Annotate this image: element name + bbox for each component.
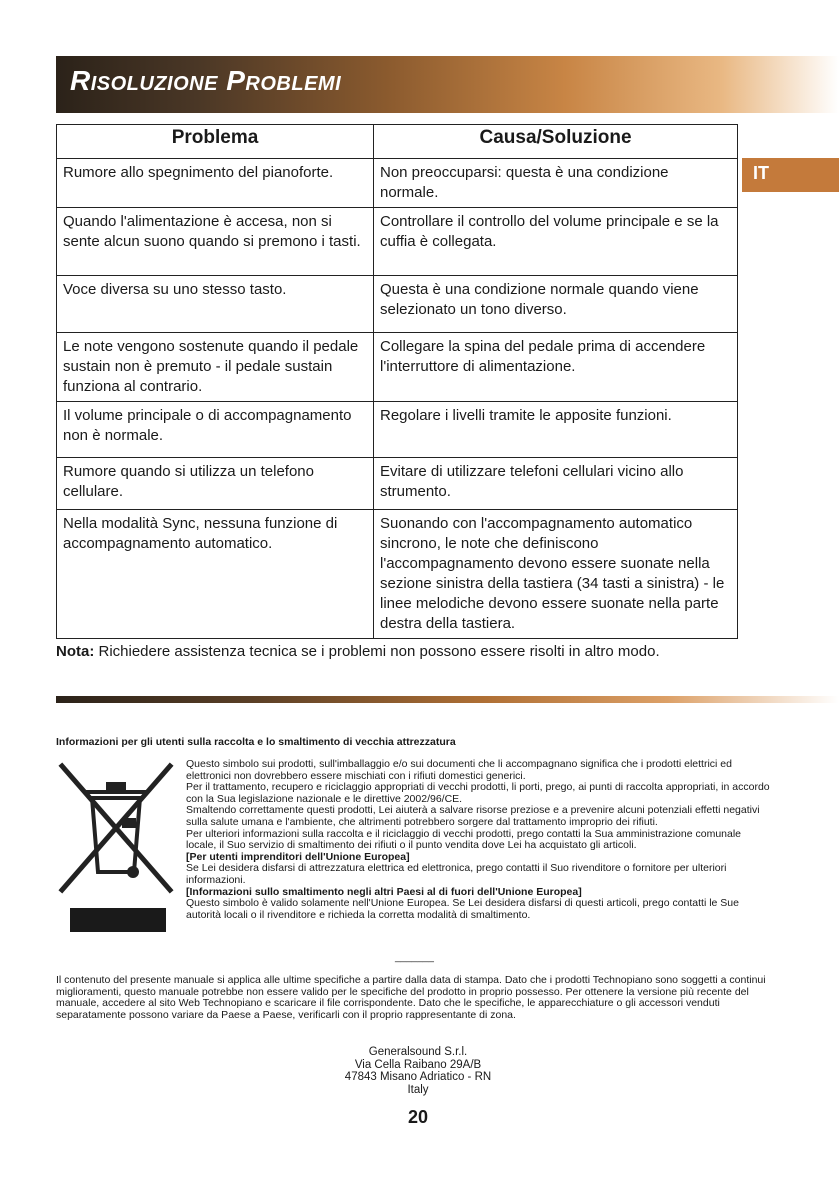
troubleshooting-table bbox=[56, 124, 738, 639]
company-street: Via Cella Raibano 29A/B bbox=[354, 1058, 482, 1071]
note-label: Nota: bbox=[56, 643, 95, 660]
problem-cell: Nella modalità Sync, nessuna funzione di accompagnamento automatico. bbox=[57, 510, 374, 639]
language-tab: IT bbox=[742, 158, 839, 192]
weee-paragraph: Per ulteriori informazioni sulla raccolta e il riciclaggio di vecchi prodotti, prego contatti la Sua amministrazione comunale locale, il Suo servizio di smaltimento dei rifiuti o il punto vendita dove Lei ha acquistato gli articoli. bbox=[186, 827, 742, 852]
table-row bbox=[57, 402, 738, 458]
crossed-out-wheelie-bin-icon bbox=[56, 760, 176, 938]
weee-subheading: [Informazioni sullo smaltimento negli altri Paesi al di fuori dell'Unione Europea] bbox=[186, 885, 582, 898]
section-title: Risoluzione Problemi bbox=[70, 65, 342, 96]
column-header-solution: Causa/Soluzione bbox=[374, 125, 738, 159]
page-number: 20 bbox=[407, 1107, 429, 1127]
problem-cell: Il volume principale o di accompagnamento non è normale. bbox=[57, 402, 374, 458]
note-text: Richiedere assistenza tecnica se i problemi non possono essere risolti in altro modo. bbox=[94, 643, 660, 660]
column-header-problem: Problema bbox=[57, 125, 374, 159]
table-row bbox=[57, 333, 738, 402]
solution-cell: Suonando con l'accompagnamento automatico sincrono, le note che definiscono l'accompagnamento devono essere suonate nella sezione sinistra della tastiera (34 tasti a sinistra) - le linee melodiche devono essere suonate nella parte destra della tastiera. bbox=[374, 510, 738, 639]
weee-paragraph: Questo simbolo sui prodotti, sull'imballaggio e/o sui documenti che li accompagnano significa che i prodotti elettrici ed elettronici non dovrebbero essere mischiati con i rifiuti domestici generici. bbox=[186, 758, 732, 782]
table-row bbox=[57, 159, 738, 208]
solution-cell: Questa è una condizione normale quando viene selezionato un tono diverso. bbox=[374, 276, 738, 333]
weee-paragraph: Se Lei desidera disfarsi di attrezzatura elettrica ed elettronica, prego contatti il Suo rivenditore o fornitore per ulteriori informazioni. bbox=[186, 862, 727, 886]
solution-cell: Controllare il controllo del volume principale e se la cuffia è collegata. bbox=[374, 208, 738, 276]
table-row bbox=[57, 510, 738, 639]
weee-paragraph: Per il trattamento, recupero e riciclaggio appropriati di vecchi prodotti, li porti, prego, ai punti di raccolta appropriati, in accordo con la Sua legislazione nazionale e le direttive 2002/96/CE. bbox=[186, 781, 770, 805]
solution-cell: Collegare la spina del pedale prima di accendere l'interruttore di alimentazione. bbox=[374, 333, 738, 402]
company-name: Generalsound S.r.l. bbox=[368, 1046, 468, 1058]
text-separator: _______ bbox=[395, 952, 434, 963]
manual-disclaimer: Il contenuto del presente manuale si applica alle ultime specifiche a partire dalla data di stampa. Dato che i prodotti Technopiano sono soggetti a continui miglioramenti, questo manuale potrebbe non essere valido per le specifiche del prodotto in proprio possesso. Per ottenere la versione più recente del manuale, accedere al sito Web Technopiano e scaricare il file corrispondente. Dato che le specifiche, le apparecchiature o gli accessori venduti separatamente possono variare da Paese a Paese, verificarli con il proprio rappresentante di zona. bbox=[56, 974, 766, 1021]
company-country: Italy bbox=[407, 1083, 429, 1096]
problem-cell: Rumore allo spegnimento del pianoforte. bbox=[57, 159, 374, 208]
problem-cell: Quando l'alimentazione è accesa, non si sente alcun suono quando si premono i tasti. bbox=[57, 208, 374, 276]
weee-subheading: [Per utenti imprenditori dell'Unione Europea] bbox=[186, 850, 410, 863]
table-row bbox=[57, 458, 738, 510]
section-header-bar bbox=[56, 56, 839, 113]
table-row bbox=[57, 276, 738, 333]
note bbox=[56, 643, 660, 660]
solution-cell: Evitare di utilizzare telefoni cellulari vicino allo strumento. bbox=[374, 458, 738, 510]
weee-paragraph: Smaltendo correttamente questi prodotti, Lei aiuterà a salvare risorse preziose e a prevenire alcuni potenziali effetti negativi sulla salute umana e l'ambiente, che altrimenti potrebbero sorgere dal trattamento improprio dei rifiuti. bbox=[186, 804, 760, 828]
company-address bbox=[318, 1046, 518, 1096]
weee-paragraph: Questo simbolo è valido solamente nell'Unione Europea. Se Lei desidera disfarsi di questi articoli, prego contatti le Sue autorità locali o il rivenditore e richieda la corretta modalità di smaltimento. bbox=[186, 897, 739, 921]
problem-cell: Le note vengono sostenute quando il pedale sustain non è premuto - il pedale sustain funziona al contrario. bbox=[57, 333, 374, 402]
solution-cell: Regolare i livelli tramite le apposite funzioni. bbox=[374, 402, 738, 458]
table-row bbox=[57, 208, 738, 276]
weee-information bbox=[186, 759, 774, 921]
weee-title: Informazioni per gli utenti sulla raccolta e lo smaltimento di vecchia attrezzatura bbox=[56, 736, 456, 748]
section-divider bbox=[56, 696, 839, 703]
problem-cell: Voce diversa su uno stesso tasto. bbox=[57, 276, 374, 333]
problem-cell: Rumore quando si utilizza un telefono cellulare. bbox=[57, 458, 374, 510]
company-city: 47843 Misano Adriatico - RN bbox=[344, 1071, 492, 1084]
table-header-row bbox=[57, 125, 738, 159]
solution-cell: Non preoccuparsi: questa è una condizione normale. bbox=[374, 159, 738, 208]
